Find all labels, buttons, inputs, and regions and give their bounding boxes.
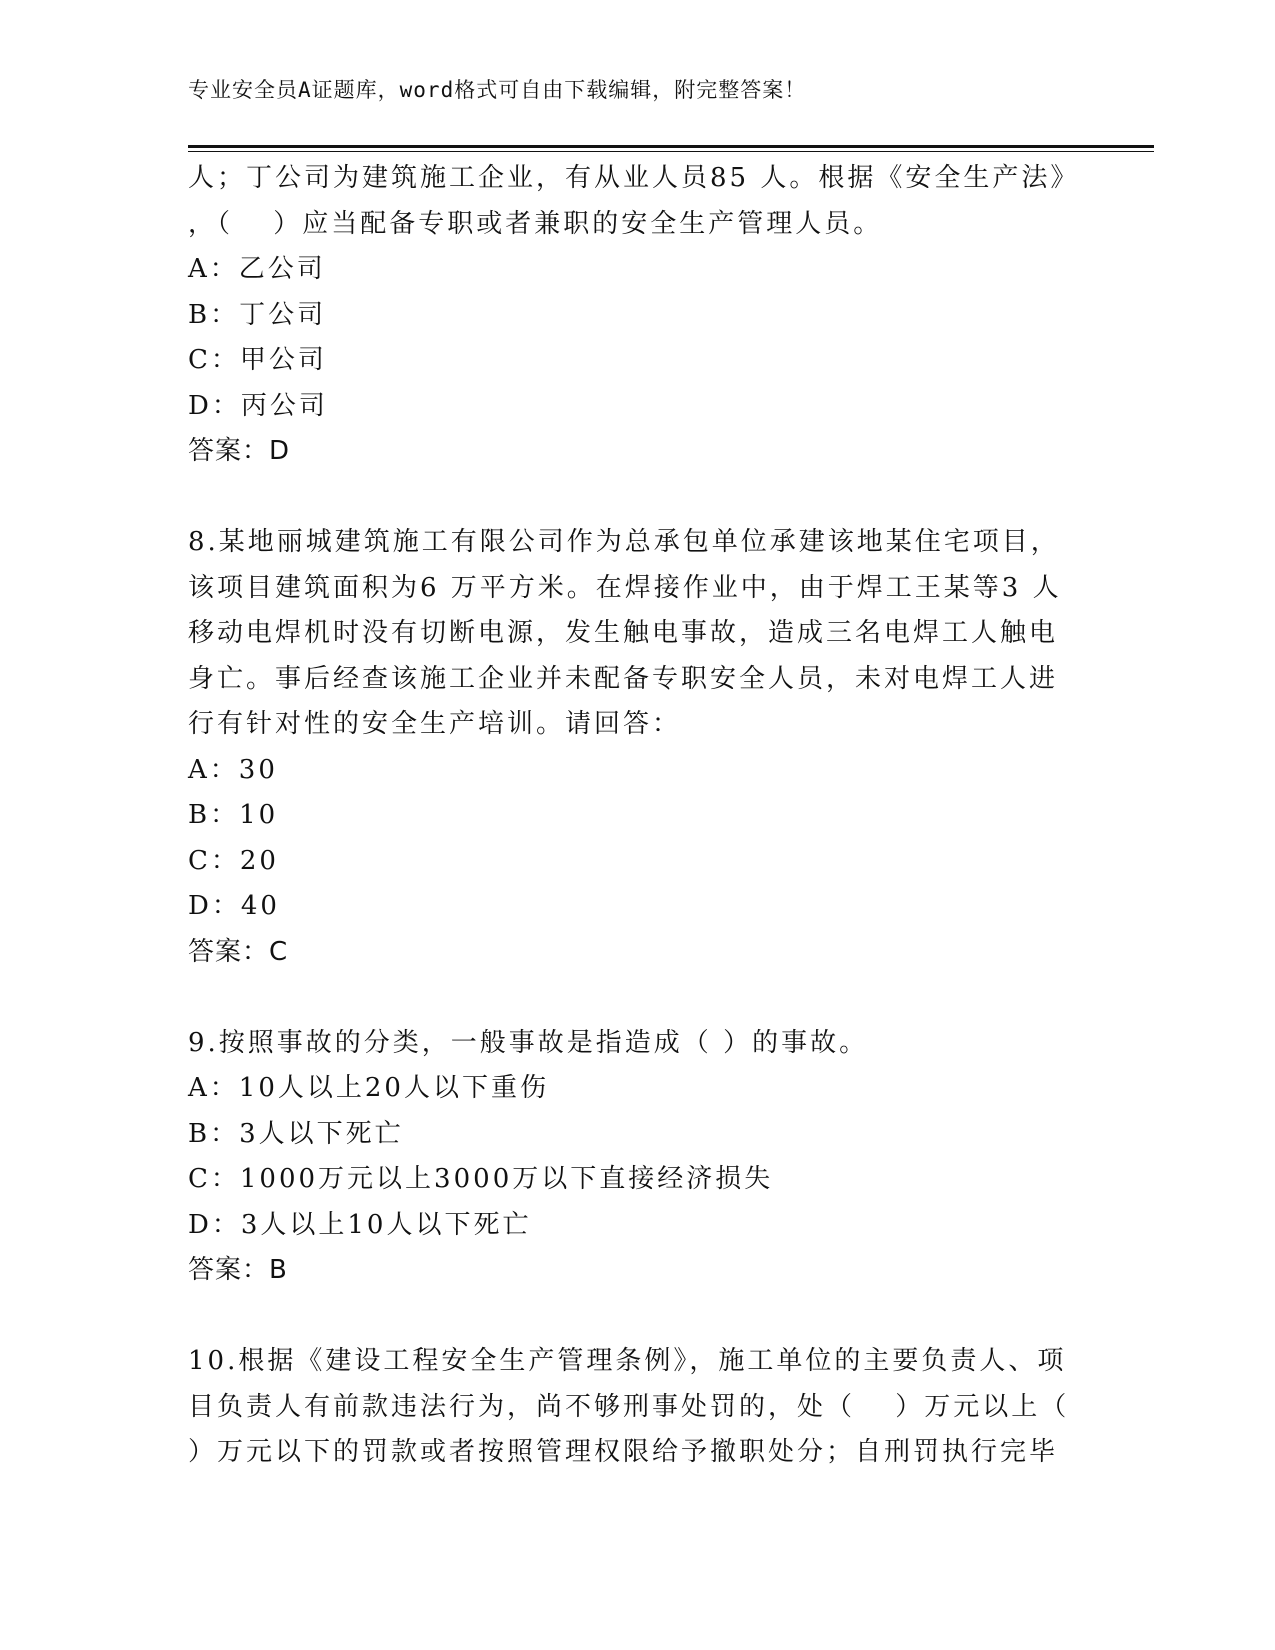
question-stem-line: 身亡。事后经查该施工企业并未配备专职安全人员，未对电焊工人进	[188, 663, 1059, 694]
spacer	[188, 975, 1088, 1021]
spacer	[188, 475, 1088, 521]
question-7	[188, 156, 1088, 475]
page-header: 专业安全员A证题库，word格式可自由下载编辑，附完整答案！	[188, 78, 807, 102]
question-8	[188, 520, 1088, 975]
option-c: C：甲公司	[188, 345, 327, 375]
question-stem-line: 该项目建筑面积为6 万平方米。在焊接作业中，由于焊工王某等3 人	[188, 572, 1062, 603]
option-d: D：40	[188, 891, 280, 921]
question-stem-line: ，（ ）应当配备专职或者兼职的安全生产管理人员。	[188, 208, 883, 239]
header-rule-thick	[188, 145, 1154, 148]
option-a: A：10人以上20人以下重伤	[188, 1073, 549, 1103]
option-a: A：30	[188, 754, 278, 785]
document-body	[188, 156, 1088, 1476]
question-stem-line: 人；丁公司为建筑施工企业，有从业人员85 人。根据《安全生产法》	[188, 163, 1080, 193]
answer: 答案：C	[188, 936, 289, 967]
question-stem-line: 行有针对性的安全生产培训。请回答：	[188, 709, 682, 739]
option-d: D：丙公司	[188, 390, 328, 421]
option-c: C：1000万元以上3000万以下直接经济损失	[188, 1164, 774, 1194]
header-rule-thin	[188, 151, 1154, 152]
question-stem-line: 8.某地丽城建筑施工有限公司作为总承包单位承建该地某住宅项目，	[188, 527, 1060, 557]
option-b: B：3人以下死亡	[188, 1118, 404, 1149]
question-9	[188, 1021, 1088, 1294]
option-a: A：乙公司	[188, 254, 326, 284]
option-d: D：3人以上10人以下死亡	[188, 1209, 532, 1240]
question-stem-line: 10.根据《建设工程安全生产管理条例》，施工单位的主要负责人、项	[188, 1346, 1067, 1376]
question-10	[188, 1339, 1088, 1476]
question-stem-line: 目负责人有前款违法行为，尚不够刑事处罚的，处（ ）万元以上（	[188, 1391, 1070, 1422]
spacer	[188, 1294, 1088, 1340]
option-c: C：20	[188, 845, 279, 876]
question-stem-line: ）万元以下的罚款或者按照管理权限给予撤职处分；自刑罚执行完毕	[188, 1437, 1059, 1467]
option-b: B：丁公司	[188, 299, 327, 330]
question-stem-line: 9.按照事故的分类，一般事故是指造成（ ）的事故。	[188, 1027, 869, 1058]
answer: 答案：D	[188, 436, 291, 466]
answer: 答案：B	[188, 1255, 288, 1285]
option-b: B：10	[188, 800, 279, 830]
question-stem-line: 移动电焊机时没有切断电源，发生触电事故，造成三名电焊工人触电	[188, 618, 1059, 648]
